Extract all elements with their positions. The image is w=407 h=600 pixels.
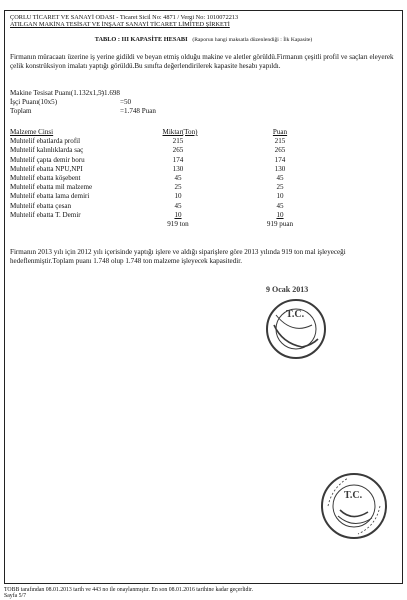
chamber-header: ÇORLU TİCARET VE SANAYİ ODASI - Ticaret Sicil No: 4871 / Vergi No: 1010072213 bbox=[10, 14, 239, 21]
material-miktar: 174 bbox=[172, 155, 184, 164]
material-table bbox=[10, 128, 390, 229]
material-name: Muhtelif çapta demir boru bbox=[10, 155, 85, 164]
seal-text: T.C. bbox=[344, 490, 363, 501]
material-name: Muhtelif ebatta çesan bbox=[10, 201, 72, 210]
material-puan: 10 bbox=[276, 210, 284, 219]
material-puan: 265 bbox=[274, 146, 286, 155]
material-name: Muhtelif ebatta NPU,NPI bbox=[10, 164, 83, 173]
intro-paragraph: Firmanın müracaatı üzerine iş yerine gidildi ve beyan etmiş olduğu makine ve aletler görüldü.Firmanın çeşitli profil ve saçları eleyerek çelik konstrüksiyon imalatı yaptığı görüldü.Bu sınıfta değerlendirilerek kapasite hesabı yapıldı. bbox=[10, 53, 394, 70]
table-row bbox=[10, 146, 390, 155]
total-puan: 919 puan bbox=[266, 219, 294, 228]
material-puan: 10 bbox=[276, 192, 284, 201]
header-miktar: Miktar(Ton) bbox=[162, 128, 198, 136]
page-number: Sayfa 5/7 bbox=[4, 593, 27, 599]
title-main: TABLO : III KAPASİTE HESABI bbox=[94, 36, 188, 43]
company-name: ATILGAN MAKİNA TESİSAT VE İNŞAAT SANAYİ TİCARET LİMİTED ŞİRKETİ bbox=[10, 21, 230, 28]
material-miktar: 130 bbox=[172, 164, 184, 173]
material-name: Muhtelif ebatta köşebent bbox=[10, 173, 81, 182]
calc-value: =1.698 bbox=[100, 89, 120, 97]
material-puan: 130 bbox=[274, 164, 286, 173]
material-name: Muhtelif ebatta lama demiri bbox=[10, 192, 90, 201]
seal-text: T.C. bbox=[286, 309, 305, 320]
table-row bbox=[10, 165, 390, 174]
table-row bbox=[10, 192, 390, 201]
table-row bbox=[10, 174, 390, 183]
total-miktar: 919 ton bbox=[167, 219, 189, 228]
material-miktar: 45 bbox=[174, 201, 182, 210]
table-row bbox=[10, 211, 390, 220]
date-stamp: 9 Ocak 2013 bbox=[266, 285, 309, 294]
material-miktar: 25 bbox=[174, 183, 182, 192]
calc-row bbox=[10, 89, 120, 98]
material-puan: 45 bbox=[276, 173, 284, 182]
table-row bbox=[10, 137, 390, 146]
title-sub: (Raporun hangi maksatla düzenlendiği : İlk Kapasite) bbox=[192, 37, 313, 43]
material-name: Muhtelif kalınlıklarda saç bbox=[10, 146, 84, 155]
calc-label: Makine Tesisat Puanı(1.132x1,5) bbox=[10, 89, 104, 97]
table-row bbox=[10, 202, 390, 211]
material-miktar: 45 bbox=[174, 173, 182, 182]
conclusion-paragraph: Firmanın 2013 yılı için 2012 yılı içerisinde yaptığı işlere ve aldığı siparişlere göre 2013 yılında 919 ton mal işleyeceği hedeflenmiştir.Toplam puanı 1.748 olup 1.748 ton malzeme işleyecek kapasitedir. bbox=[10, 248, 346, 265]
material-puan: 174 bbox=[274, 155, 286, 164]
material-puan: 215 bbox=[274, 137, 286, 146]
calc-label: İşçi Puanı(10x5) bbox=[10, 98, 58, 106]
material-miktar: 215 bbox=[172, 137, 184, 146]
material-miktar: 265 bbox=[172, 146, 184, 155]
material-name: Muhtelif ebatta mil malzeme bbox=[10, 183, 93, 192]
material-puan: 25 bbox=[276, 183, 284, 192]
calc-value: =50 bbox=[120, 98, 132, 106]
calc-label: Toplam bbox=[10, 107, 32, 115]
calc-row bbox=[10, 98, 132, 107]
footer-approval: TOBB tarafından 08.01.2013 tarih ve 443 no ile onaylanmıştır. En son 08.01.2016 tarihine kadar geçerlidir. bbox=[4, 587, 254, 593]
material-miktar: 10 bbox=[174, 192, 182, 201]
material-name: Muhtelif ebatta T. Demir bbox=[10, 210, 81, 219]
table-header bbox=[10, 128, 390, 137]
material-name: Muhtelif ebatlarda profil bbox=[10, 137, 81, 146]
material-puan: 45 bbox=[276, 201, 284, 210]
header-material: Malzeme Cinsi bbox=[10, 128, 54, 136]
calc-value: =1.748 Puan bbox=[120, 107, 156, 115]
header-puan: Puan bbox=[272, 128, 288, 136]
calc-row bbox=[10, 107, 156, 116]
material-miktar: 10 bbox=[174, 210, 182, 219]
chamber-seal-icon bbox=[318, 470, 390, 547]
table-row bbox=[10, 156, 390, 165]
official-seal-icon bbox=[252, 285, 332, 366]
table-row bbox=[10, 183, 390, 192]
table-total-row bbox=[10, 220, 390, 229]
table-title bbox=[0, 36, 407, 43]
